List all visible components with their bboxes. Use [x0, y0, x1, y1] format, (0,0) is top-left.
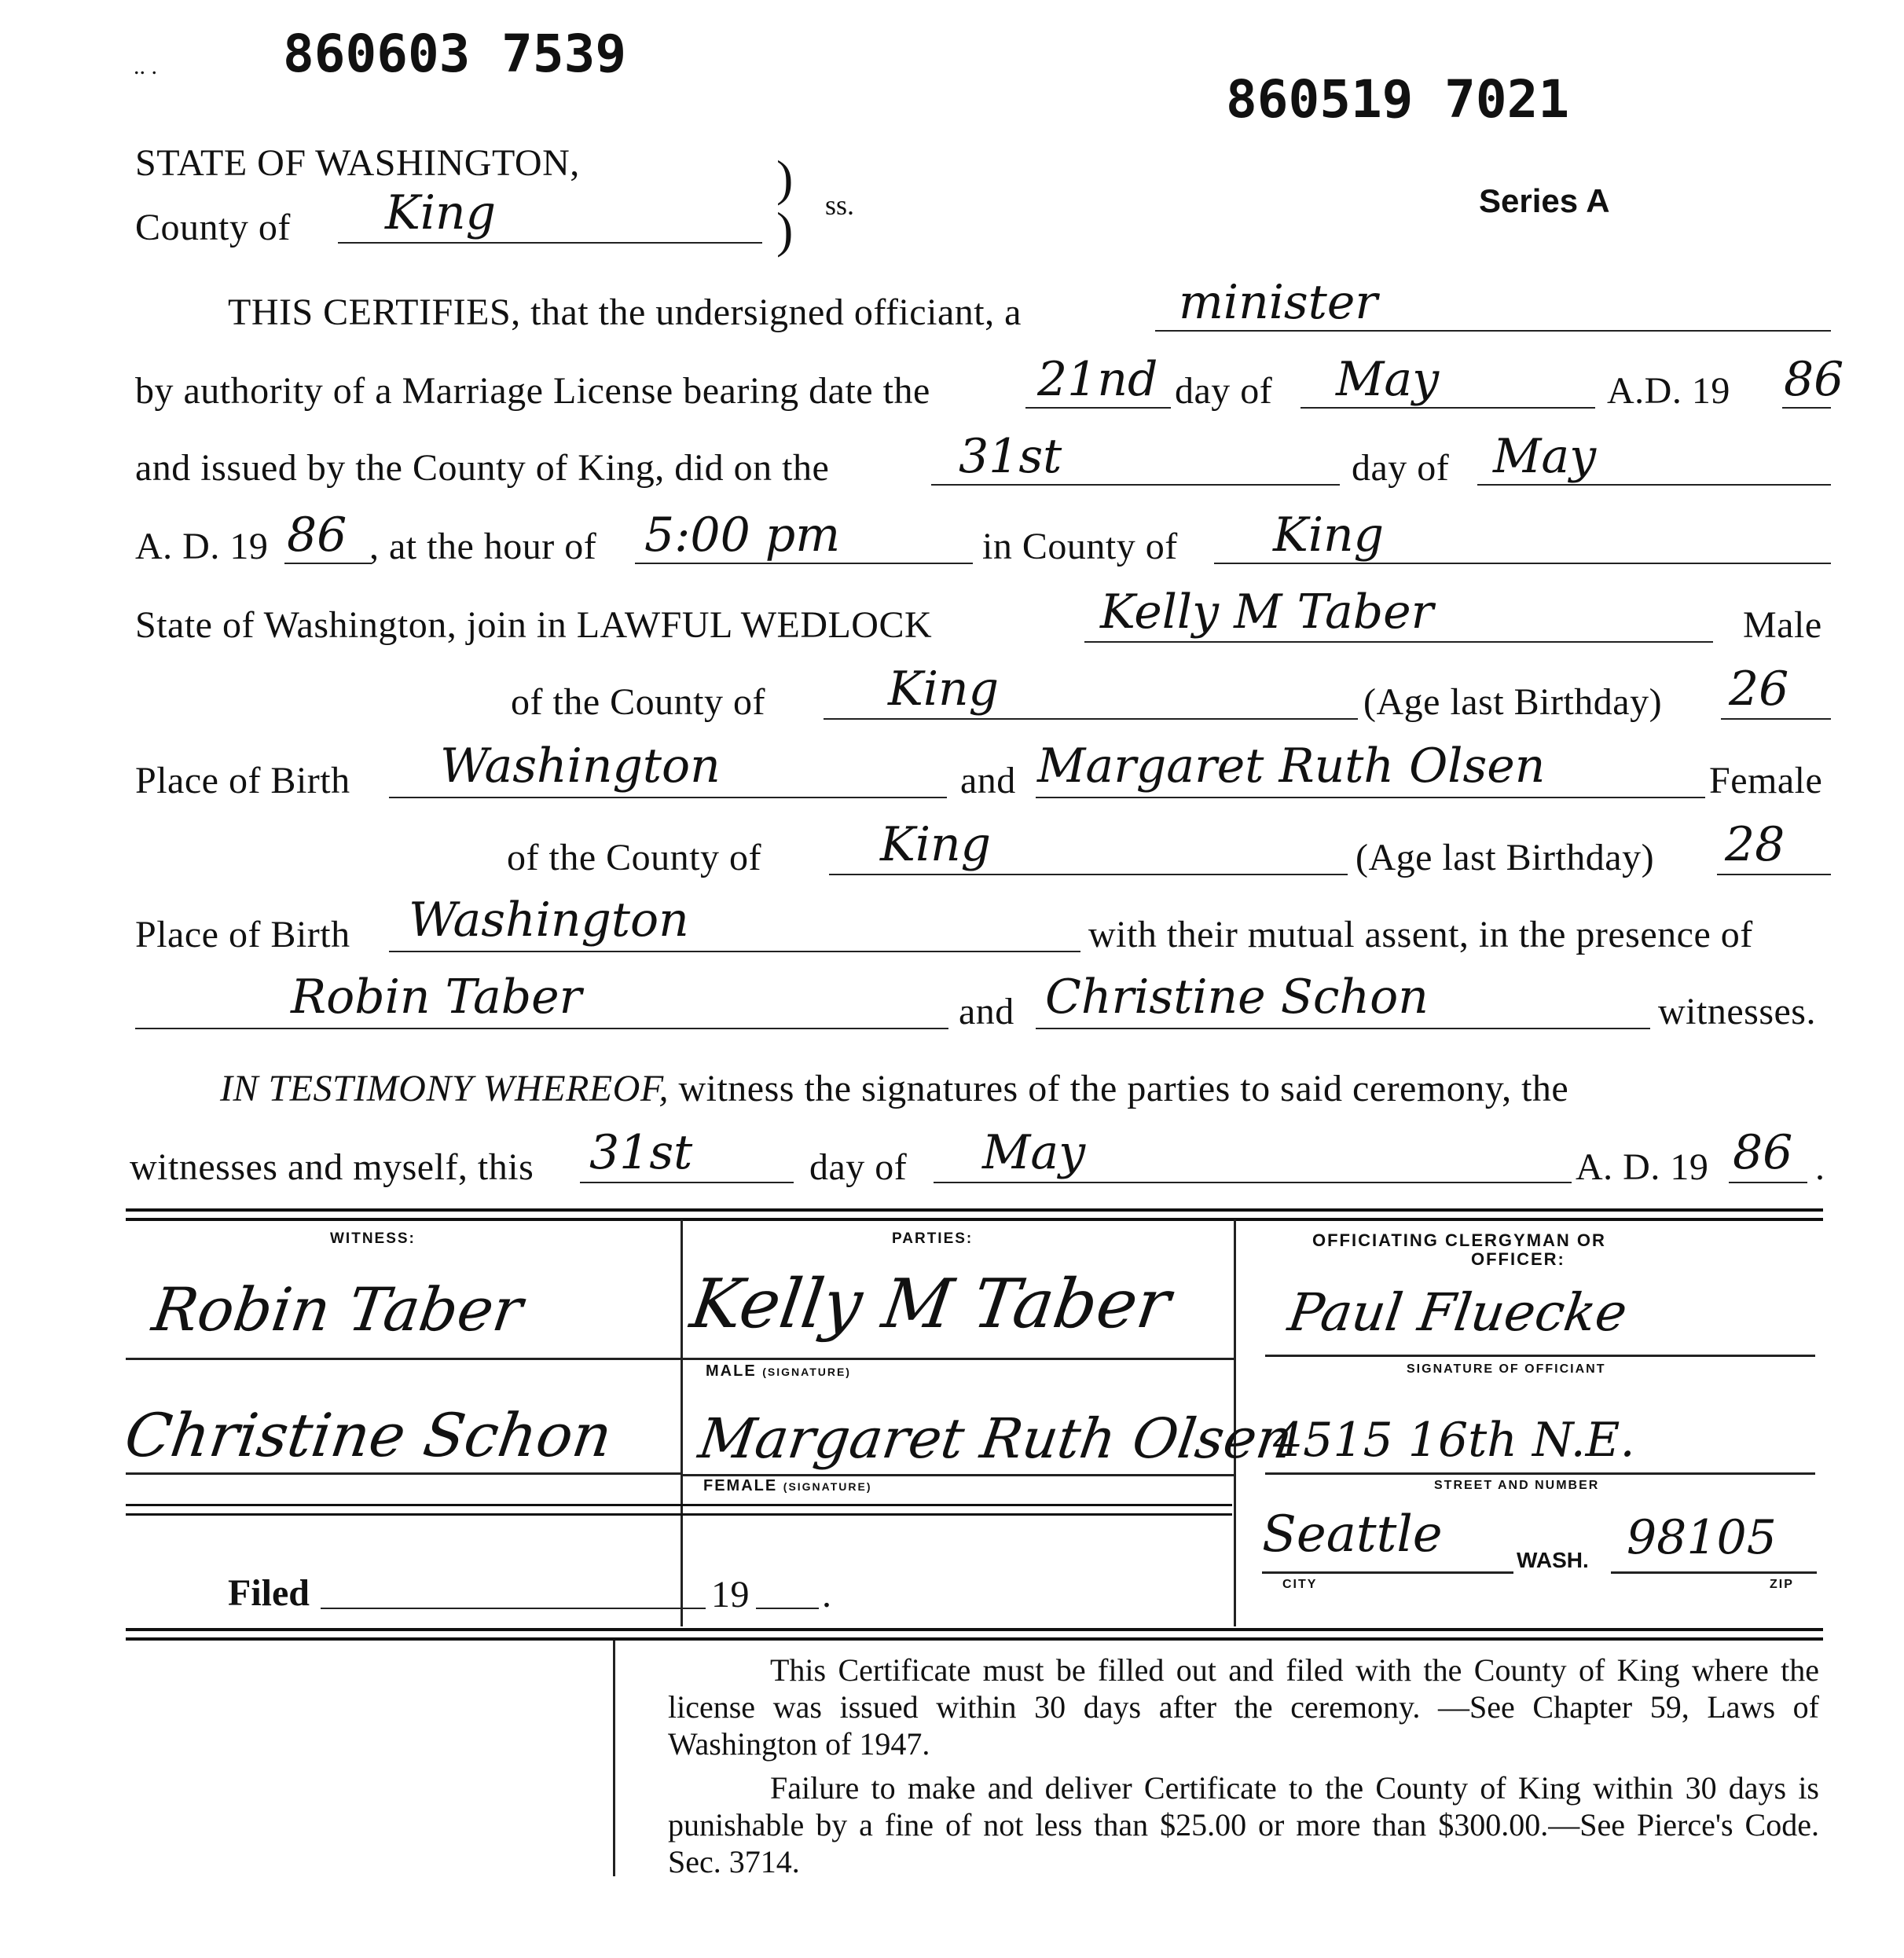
male-name: Kelly M Taber: [1100, 585, 1434, 640]
age-label: (Age last Birthday): [1363, 681, 1663, 723]
ad-label-3: A. D. 19: [1576, 1146, 1709, 1188]
bracket-2: ): [776, 202, 794, 258]
day-of-label-3: day of: [809, 1146, 908, 1188]
license-day: 21nd: [1037, 352, 1158, 407]
day-of-label-2: day of: [1352, 447, 1450, 489]
license-year: 86: [1784, 352, 1844, 407]
witness-caption: WITNESS:: [330, 1230, 416, 1247]
license-month: May: [1336, 352, 1440, 407]
officiant-title: minister: [1179, 275, 1378, 330]
ceremony-day: 31st: [959, 429, 1062, 484]
pob-label: Place of Birth: [135, 760, 350, 801]
wash-label: WASH.: [1517, 1548, 1589, 1572]
witness-signature-1: Robin Taber: [148, 1274, 527, 1344]
officiant-caption-1: OFFICIATING CLERGYMAN OR: [1312, 1230, 1606, 1250]
female-pob: Washington: [409, 893, 689, 948]
testimony-day: 31st: [589, 1125, 693, 1180]
and-label-2: and: [959, 991, 1014, 1032]
issued-text: and issued by the County of King, did on the: [135, 447, 830, 489]
in-county-label: in County of: [982, 526, 1178, 567]
male-label: Male: [1743, 604, 1822, 646]
witness2-name: Christine Schon: [1045, 970, 1429, 1025]
scan-mark: .. .: [134, 53, 157, 79]
wedlock-text: State of Washington, join in LAWFUL WEDLOCK: [135, 604, 933, 646]
female-age: 28: [1725, 817, 1785, 872]
street-caption: STREET AND NUMBER: [1434, 1479, 1600, 1492]
license-text: by authority of a Marriage License bearing date the: [135, 370, 930, 412]
female-county: King: [880, 817, 992, 872]
myself-text: witnesses and myself, this: [130, 1146, 534, 1188]
bracket-1: ): [776, 150, 794, 206]
hour-label: , at the hour of: [369, 526, 597, 567]
of-county-label-2: of the County of: [507, 837, 761, 878]
witness-signature-2: Christine Schon: [120, 1400, 617, 1470]
parties-caption: PARTIES:: [892, 1230, 974, 1247]
pob-label-2: Place of Birth: [135, 914, 350, 955]
number-top-right: 860519 7021: [1226, 69, 1570, 130]
officiant-sig-caption: SIGNATURE OF OFFICIANT: [1407, 1362, 1606, 1376]
ss-label: ss.: [825, 189, 855, 221]
testimony-year: 86: [1733, 1125, 1793, 1180]
ceremony-county: King: [1273, 508, 1385, 563]
male-age: 26: [1729, 662, 1789, 717]
testimony-period: .: [1815, 1146, 1825, 1188]
filed-label: Filed: [228, 1572, 310, 1614]
certifies-text: THIS CERTIFIES, that the undersigned officiant, a: [228, 292, 1022, 333]
witness1-name: Robin Taber: [291, 970, 582, 1025]
county-value: King: [385, 185, 497, 240]
day-of-label: day of: [1175, 370, 1273, 412]
male-sig-caption: (SIGNATURE): [762, 1366, 851, 1378]
zip-value: 98105: [1627, 1510, 1777, 1565]
city-value: Seattle: [1262, 1505, 1443, 1564]
number-top-left: 860603 7539: [283, 24, 627, 84]
assent-text: with their mutual assent, in the presence of: [1088, 914, 1753, 955]
of-county-label: of the County of: [511, 681, 765, 723]
state-line: STATE OF WASHINGTON,: [135, 142, 580, 184]
ad-label: A.D. 19: [1607, 370, 1730, 412]
notice-paragraph-2: Failure to make and deliver Certificate to the County of King within 30 days is punishable by a fine of not less than $25.00 or more than $300.00.—See Pierce's Code. Sec. 3714.: [668, 1770, 1819, 1879]
officiant-signature: Paul Fluecke: [1284, 1282, 1631, 1343]
notice-paragraph-1: This Certificate must be filled out and filed with the County of King where the license was issued within 30 days after the ceremony. —See Chapter 59, Laws of Washington of 1947.: [668, 1652, 1819, 1762]
testimony-rest: witness the signatures of the parties to said ceremony, the: [678, 1068, 1569, 1109]
and-label: and: [960, 760, 1016, 801]
male-county: King: [888, 662, 1000, 717]
age-label-2: (Age last Birthday): [1356, 837, 1655, 878]
female-label: Female: [1709, 760, 1823, 801]
female-name: Margaret Ruth Olsen: [1037, 739, 1546, 794]
hour-value: 5:00 pm: [644, 508, 841, 563]
ad-label-2: A. D. 19: [135, 526, 269, 567]
county-label: County of: [135, 207, 291, 248]
ceremony-month: May: [1493, 429, 1597, 484]
male-signature: Kelly M Taber: [685, 1265, 1176, 1344]
testimony-month: May: [982, 1125, 1086, 1180]
ceremony-year: 86: [287, 508, 347, 563]
series-label: Series A: [1479, 182, 1610, 219]
street-value: 4515 16th N.E.: [1273, 1413, 1635, 1468]
city-caption: CITY: [1282, 1578, 1318, 1591]
filed-period: .: [822, 1574, 832, 1615]
testimony-line: [220, 1067, 1568, 1110]
zip-caption: ZIP: [1770, 1578, 1794, 1591]
officiant-caption-2: OFFICER:: [1471, 1249, 1565, 1269]
testimony-italic: IN TESTIMONY WHEREOF,: [220, 1068, 669, 1109]
female-signature: Margaret Ruth Olsen: [695, 1406, 1297, 1471]
female-caption: [703, 1477, 872, 1495]
male-caption: [706, 1362, 851, 1380]
male-pob: Washington: [440, 739, 721, 794]
female-caption-label: FEMALE: [703, 1477, 778, 1494]
female-sig-caption: (SIGNATURE): [783, 1480, 872, 1493]
filed-year-prefix: 19: [711, 1574, 750, 1615]
witnesses-label: witnesses.: [1658, 991, 1816, 1032]
male-caption-label: MALE: [706, 1362, 757, 1380]
